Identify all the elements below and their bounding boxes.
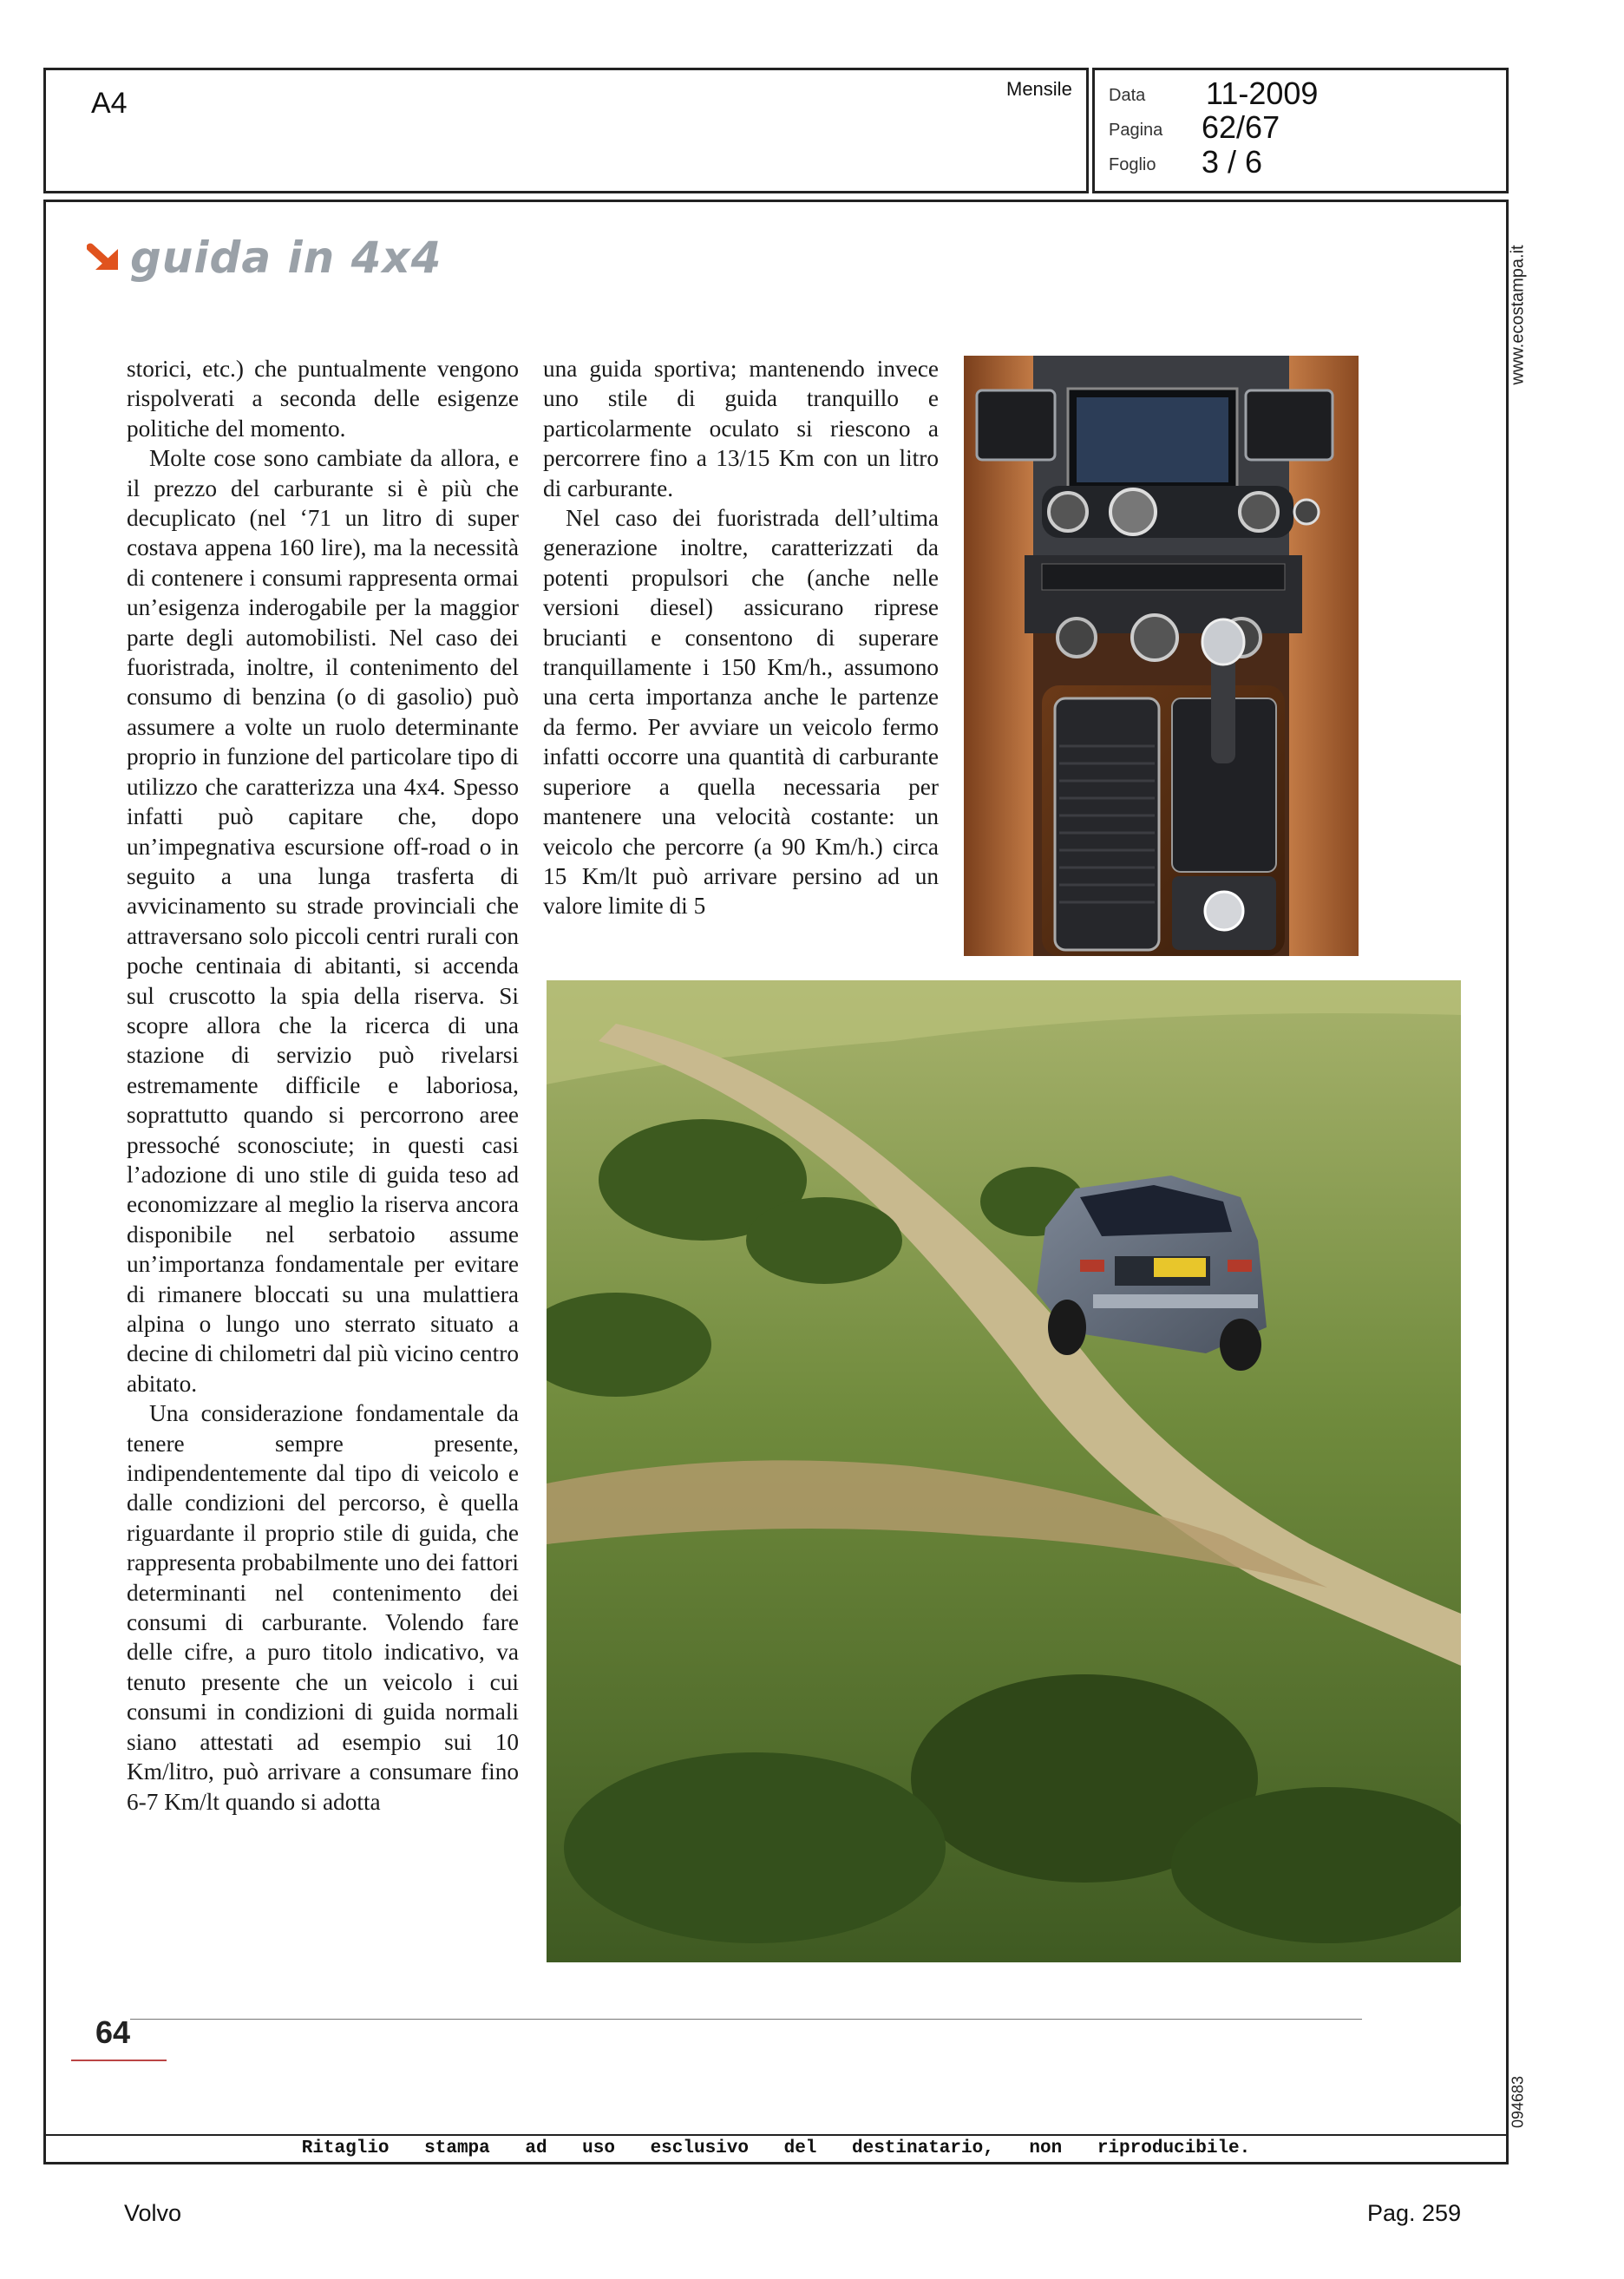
page-number: 64	[95, 2014, 131, 2050]
header-box	[43, 68, 1089, 193]
date-value: 11-2009	[1206, 75, 1319, 111]
page-label: Pagina	[1109, 121, 1163, 140]
issue-meta-box	[1092, 68, 1509, 193]
column-1-paragraph-1: storici, etc.) che puntualmente vengono rispolverati a seconda delle esigenze politiche del momento.	[127, 356, 519, 442]
side-url-text: www.ecostampa.it	[1508, 245, 1528, 385]
column-2-paragraph-1: una guida sportiva; mantenendo invece uno stile di guida tranquillo e particolarmente oculato si riescono a percorrere fino a 13/15 Km con un litro di carburante.	[543, 356, 939, 501]
column-1-paragraph-2: Molte cose sono cambiate da allora, e il prezzo del carburante si è più che decuplicato (nel ‘71 un litro di super costava appena 160 lire), ma la necessità di contenere i consumi rappresenta ormai un’esigenza inderogabile per la maggior parte degli automobilisti. Nel caso dei fuoristrada, inoltre, il contenimento del consumo di benzina (o di gasolio) può assumere a volte un ruolo determinante proprio in funzione del particolare tipo di utilizzo che caratterizza una 4x4. Spesso infatti può capitare che, dopo un’impegnativa escursione off-road o in seguito a una lunga trasferta di avvicinamento su strade provinciali che attraversano solo piccoli centri rurali con poche centinaia di abitanti, si accenda sul cruscotto la spia della riserva. Si scopre allora che la ricerca di una stazione di servizio può rivelarsi estremamente difficile e laboriosa, soprattutto quando si percorrono aree pressoché sconosciute; in questi casi l’adozione di uno stile di guida teso ad economizzare al meglio la riserva ancora disponibile nel serbatoio assume un’importanza fondamentale per evitare di rimanere bloccati su una mulattiera alpina o lungo uno sterrato situato a decine di chilometri dal più vicino centro abitato.	[127, 445, 519, 1397]
article-column-2	[543, 354, 939, 921]
side-code	[1501, 2063, 1536, 2141]
source-page-number: Pag. 259	[1367, 2200, 1462, 2226]
sheet-value: 3 / 6	[1202, 144, 1263, 180]
article-column-1	[127, 354, 519, 1817]
folio-rule	[130, 2019, 1362, 2020]
side-code-text: 094683	[1509, 2075, 1527, 2129]
page-number-underline	[71, 2060, 167, 2061]
disclaimer: Ritaglio stampa ad uso esclusivo del destinatario, non riproducibile.	[301, 2138, 1251, 2158]
offroad-landscape-photo	[547, 980, 1461, 1962]
arrow-down-right-icon	[87, 239, 125, 277]
date-label: Data	[1109, 86, 1146, 105]
publication-code: A4	[91, 87, 128, 120]
interior-console-photo	[964, 356, 1359, 956]
section-title: guida in 4x4	[130, 232, 442, 283]
sheet-label: Foglio	[1109, 155, 1156, 174]
column-2-paragraph-2: Nel caso dei fuoristrada dell’ultima generazione inoltre, caratterizzati da potenti propulsori che (anche nelle versioni diesel) assicurano riprese brucianti e consentono di superare tranquillamente i 150 Km/h., assumono una certa importanza anche le partenze da fermo. Per avviare un veicolo fermo infatti occorre una quantità di carburante superiore a quella necessaria per mantenere una velocità costante: un veicolo che percorre (a 90 Km/h.) circa 15 Km/lt può arrivare persino ad un valore limite di 5	[543, 505, 939, 920]
client-name: Volvo	[124, 2200, 182, 2226]
page-value: 62/67	[1202, 109, 1280, 145]
section-heading	[87, 227, 442, 288]
publication-frequency: Mensile	[1006, 78, 1072, 100]
column-1-paragraph-3: Una considerazione fondamentale da tenere sempre presente, indipendentemente dal tipo di veicolo e dalle condizioni del percorso, è quella riguardante il proprio stile di guida, che rappresenta probabilmente uno dei fattori determinanti nel contenimento dei consumi di carburante. Volendo fare delle cifre, a puro titolo indicativo, va tenuto presente che un veicolo i cui consumi in condizioni di guida normali siano attestati ad esempio sui 10 Km/litro, può arrivare a consumare fino 6-7 Km/lt quando si adotta	[127, 1400, 519, 1815]
side-url	[1501, 215, 1536, 415]
